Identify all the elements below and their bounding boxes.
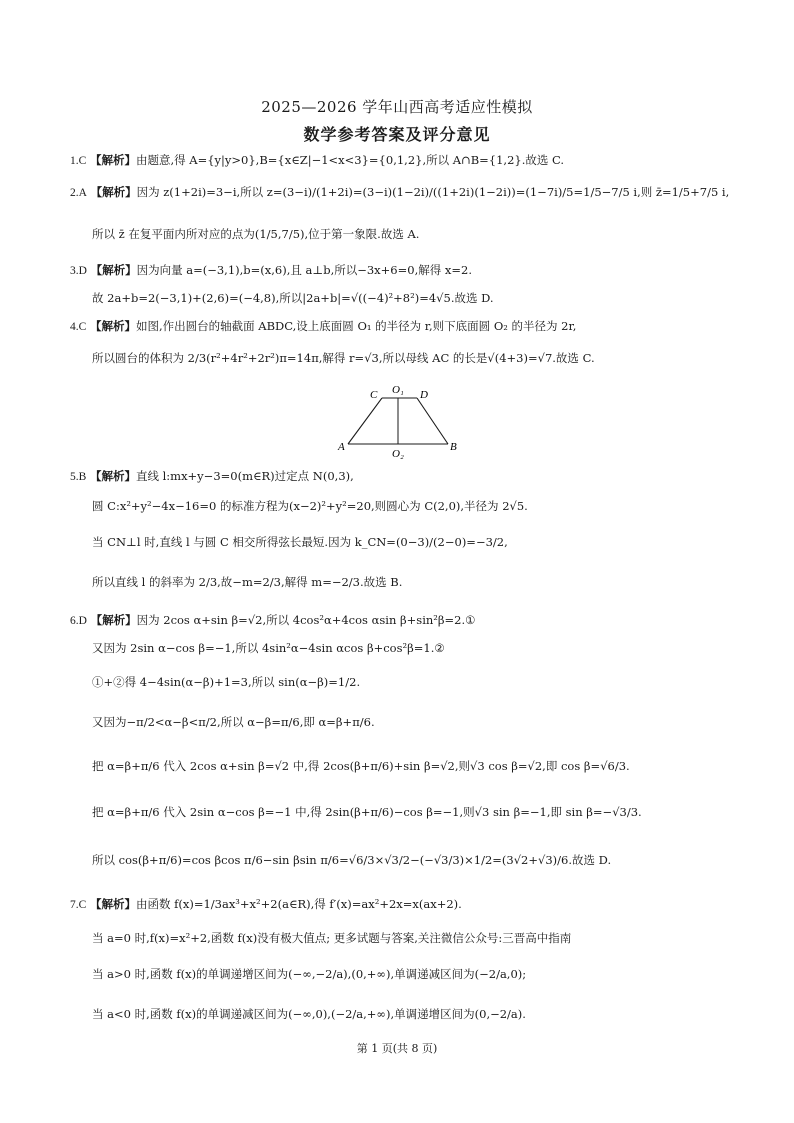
q5-line-4: 所以直线 l 的斜率为 2/3,故−m=2/3,解得 m=−2/3.故选 B. bbox=[92, 575, 403, 589]
q3-number: 3.D bbox=[70, 265, 87, 277]
page-subtitle: 数学参考答案及评分意见 bbox=[303, 125, 491, 144]
label-c: C bbox=[370, 389, 378, 401]
q4-text-1: 如图,作出圆台的轴截面 ABDC,设上底面圆 O₁ 的半径为 r,则下底面圆 O₂ 的半径为 2r, bbox=[135, 319, 577, 333]
q4-line-1 bbox=[70, 318, 576, 335]
q3-tag: 【解析】 bbox=[90, 263, 137, 277]
label-o1: O₁ bbox=[392, 384, 404, 396]
q5-tag: 【解析】 bbox=[89, 469, 136, 483]
q1-number: 1.C bbox=[70, 155, 87, 167]
q5-line-2: 圆 C:x²+y²−4x−16=0 的标准方程为(x−2)²+y²=20,则圆心为 C(2,0),半径为 2√5. bbox=[92, 499, 528, 513]
q5-text-1: 直线 l:mx+y−3=0(m∈R)过定点 N(0,3), bbox=[135, 469, 354, 483]
label-a: A bbox=[338, 441, 345, 453]
q6-text-1: 因为 2cos α+sin β=√2,所以 4cos²α+4cos αsin β+sin²β=2.① bbox=[136, 613, 476, 627]
q3-text-1: 因为向量 a=(−3,1),b=(x,6),且 a⊥b,所以−3x+6=0,解得 x=2. bbox=[136, 263, 472, 277]
q7-text-2: 当 a=0 时,f(x)=x²+2,函数 f(x)没有极大值点; bbox=[92, 931, 331, 945]
q6-tag: 【解析】 bbox=[90, 613, 137, 627]
q5-line-3: 当 CN⊥l 时,直线 l 与圆 C 相交所得弦长最短.因为 k_CN=(0−3)/(2−0)=−3/2, bbox=[92, 535, 508, 549]
label-o2: O₂ bbox=[392, 448, 404, 460]
page-footer: 第 1 页(共 8 页) bbox=[356, 1042, 438, 1055]
label-b: B bbox=[450, 441, 457, 453]
q6-line-6: 把 α=β+π/6 代入 2sin α−cos β=−1 中,得 2sin(β+π/6)−cos β=−1,则√3 sin β=−1,即 sin β=−√3/3. bbox=[92, 805, 642, 819]
label-d: D bbox=[420, 389, 428, 401]
q6-line-3: ①+②得 4−4sin(α−β)+1=3,所以 sin(α−β)=1/2. bbox=[92, 675, 361, 689]
q1-tag: 【解析】 bbox=[89, 153, 136, 167]
q2-line-1 bbox=[70, 184, 729, 201]
q7-line-4: 当 a<0 时,函数 f(x)的单调递减区间为(−∞,0),(−2/a,+∞),单调递增区间为(0,−2/a). bbox=[92, 1007, 526, 1021]
q2-line-2: 所以 z̄ 在复平面内所对应的点为(1/5,7/5),位于第一象限.故选 A. bbox=[92, 227, 420, 241]
q7-text-1: 由函数 f(x)=1/3ax³+x²+2(a∈R),得 f′(x)=ax²+2x=x(ax+2). bbox=[135, 897, 462, 911]
q6-line-1 bbox=[70, 612, 475, 629]
edge-bd bbox=[417, 398, 448, 444]
q6-number: 6.D bbox=[70, 615, 87, 627]
q3-line-1 bbox=[70, 262, 472, 279]
q7-tag: 【解析】 bbox=[89, 897, 136, 911]
edge-ac bbox=[348, 398, 382, 444]
q7-line-1 bbox=[70, 896, 462, 913]
q4-line-2: 所以圆台的体积为 2/3(r²+4r²+2r²)π=14π,解得 r=√3,所以母线 AC 的长是√(4+3)=√7.故选 C. bbox=[92, 351, 595, 365]
q7-number: 7.C bbox=[70, 899, 87, 911]
q6-line-2: 又因为 2sin α−cos β=−1,所以 4sin²α−4sin αcos β+cos²β=1.② bbox=[92, 641, 445, 655]
q7-line-3: 当 a>0 时,函数 f(x)的单调递增区间为(−∞,−2/a),(0,+∞),单调递减区间为(−2/a,0); bbox=[92, 967, 527, 981]
q1-text-1: 由题意,得 A={y|y>0},B={x∈Z|−1<x<3}={0,1,2},所以 A∩B={1,2}.故选 C. bbox=[135, 153, 565, 167]
q4-number: 4.C bbox=[70, 321, 87, 333]
q7-line-2 bbox=[92, 930, 571, 946]
q1-line-1 bbox=[70, 152, 564, 169]
q5-line-1 bbox=[70, 468, 354, 485]
q2-text-1: 因为 z(1+2i)=3−i,所以 z=(3−i)/(1+2i)=(3−i)(1−2i)/((1+2i)(1−2i))=(1−7i)/5=1/5−7/5 i,则 z̄=1/5+7/5 i, bbox=[136, 185, 730, 199]
q3-line-2: 故 2a+b=2(−3,1)+(2,6)=(−4,8),所以|2a+b|=√((−4)²+8²)=4√5.故选 D. bbox=[92, 291, 494, 305]
q6-line-4: 又因为−π/2<α−β<π/2,所以 α−β=π/6,即 α=β+π/6. bbox=[92, 715, 375, 729]
q2-number: 2.A bbox=[70, 187, 87, 199]
q4-tag: 【解析】 bbox=[89, 319, 136, 333]
q6-line-7: 所以 cos(β+π/6)=cos βcos π/6−sin βsin π/6=√6/3×√3/2−(−√3/3)×1/2=(3√2+√3)/6.故选 D. bbox=[92, 853, 612, 867]
page-title: 2025—2026 学年山西高考适应性模拟 bbox=[261, 98, 533, 116]
q7-ad-text: 更多试题与答案,关注微信公众号:三晋高中指南 bbox=[333, 931, 572, 945]
q2-tag: 【解析】 bbox=[90, 185, 137, 199]
frustum-figure bbox=[330, 382, 470, 460]
q6-line-5: 把 α=β+π/6 代入 2cos α+sin β=√2 中,得 2cos(β+π/6)+sin β=√2,则√3 cos β=√2,即 cos β=√6/3. bbox=[92, 759, 630, 773]
q5-number: 5.B bbox=[70, 471, 87, 483]
